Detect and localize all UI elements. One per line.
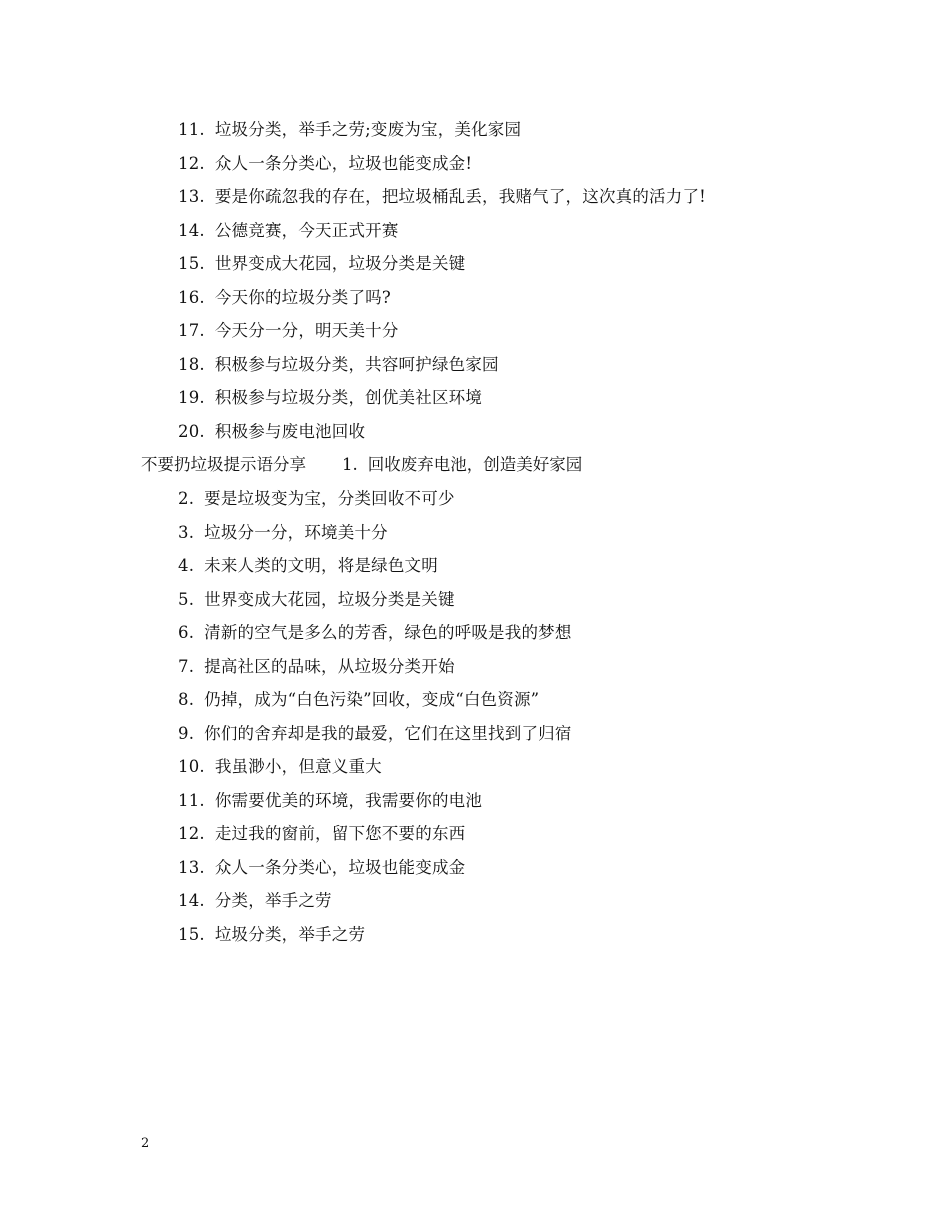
list-item-number: 18. [178,354,205,374]
list-item-number: 12. [178,824,205,843]
list-item [178,522,388,544]
list-item-number: 6. [178,623,195,642]
list-item-number: 10. [178,757,205,776]
list-item-number: 15. [178,254,205,273]
list-item-number: 7. [178,656,195,676]
list-item-number: 5. [178,589,195,609]
list-item [178,253,465,275]
list-item-number: 12. [178,153,205,173]
list-item [178,186,706,208]
list-item [178,756,382,778]
list-item-number: 13. [178,187,205,206]
list-item-number: 11. [178,790,205,810]
list-item-text: 世界变成大花园，垃圾分类是关键 [214,254,466,273]
list-item [178,622,572,644]
list-item-text: 未来人类的文明，将是绿色文明 [204,556,438,575]
list-item [178,790,482,812]
list-item [178,153,472,175]
list-item-number: 16. [178,287,205,307]
list-item-text: 你需要优美的环境，我需要你的电池 [214,790,483,810]
list-item-text: 积极参与废电池回收 [214,421,366,441]
list-item-text: 今天分一分，明天美十分 [214,321,399,340]
list-item-number: 15. [178,924,205,944]
section-heading-line [141,454,582,476]
list-item-text: 垃圾分一分，环境美十分 [204,522,388,542]
list-item-text: 提高社区的品味，从垃圾分类开始 [204,656,455,676]
list-item-number: 19. [178,388,205,407]
list-item [178,689,539,711]
list-item-number: 4. [178,556,195,575]
list-item-number: 3. [178,522,195,542]
list-item [178,488,455,510]
list-item [178,387,482,409]
list-item-number: 20. [178,421,205,441]
list-item-text: 我虽渺小，但意义重大 [214,757,382,776]
list-item [178,890,332,912]
list-item-text: 回收废弃电池，创造美好家园 [367,455,583,474]
list-item-number: 11. [178,120,205,139]
list-item [178,924,365,946]
list-item-number: 17. [178,321,205,340]
list-item [178,723,572,745]
list-item-text: 要是你疏忽我的存在，把垃圾桶乱丢，我赌气了，这次真的活力了! [214,187,706,206]
list-item-text: 垃圾分类，举手之劳 [214,924,366,944]
list-item [178,823,465,845]
list-item-number: 14. [178,891,205,910]
list-item [178,220,399,242]
list-item-text: 积极参与垃圾分类，创优美社区环境 [214,388,483,407]
list-item [178,320,399,342]
list-item-number: 8. [178,690,195,709]
list-item-number: 2. [178,489,195,508]
list-item-number: 9. [178,723,195,743]
list-item-text: 你们的舍弃却是我的最爱，它们在这里找到了归宿 [204,723,572,743]
list-item-text: 世界变成大花园，垃圾分类是关键 [204,589,455,609]
list-item-number: 13. [178,857,205,877]
list-item [178,354,499,376]
list-item [178,857,465,879]
list-item-text: 今天你的垃圾分类了吗? [214,287,391,307]
list-item-text: 垃圾分类，举手之劳;变废为宝，美化家园 [214,120,522,139]
list-item-text: 公德竞赛，今天正式开赛 [214,220,399,240]
list-item [178,119,521,141]
list-item-text: 分类，举手之劳 [214,891,332,910]
list-item-text: 众人一条分类心，垃圾也能变成金! [214,153,473,173]
list-item-text: 仍掉，成为“白色污染”回收，变成“白色资源” [204,690,540,709]
list-item-number: 14. [178,220,205,240]
list-item [178,287,391,309]
page-number: 2 [141,1136,150,1151]
list-item [178,656,455,678]
list-item-text: 走过我的窗前，留下您不要的东西 [214,824,466,843]
list-item-number: 1. [342,455,358,474]
list-item [178,421,365,443]
list-item-text: 清新的空气是多么的芳香，绿色的呼吸是我的梦想 [204,623,572,642]
section-heading: 不要扔垃圾提示语分享 [141,455,306,474]
list-item [178,555,438,577]
list-item [178,589,455,611]
list-item-text: 积极参与垃圾分类，共容呵护绿色家园 [214,354,499,374]
list-item-text: 要是垃圾变为宝，分类回收不可少 [204,489,455,508]
list-item-text: 众人一条分类心，垃圾也能变成金 [214,857,466,877]
